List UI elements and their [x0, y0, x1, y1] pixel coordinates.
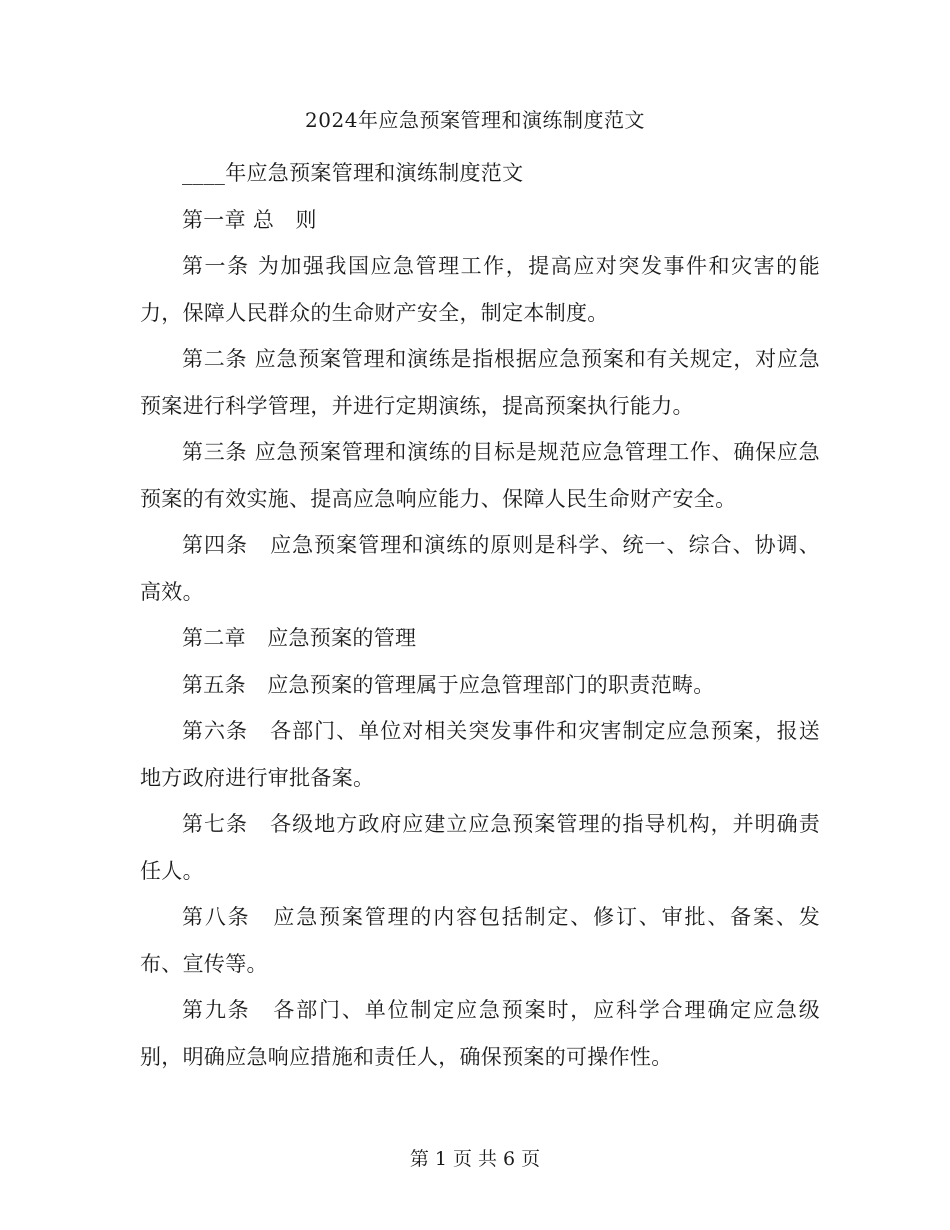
article-3: 第三条 应急预案管理和演练的目标是规范应急管理工作、确保应急预案的有效实施、提高应急响应能力、保障人民生命财产安全。: [140, 440, 820, 511]
document-title: 2024年应急预案管理和演练制度范文: [305, 108, 645, 132]
article-9: 第九条 各部门、单位制定应急预案时，应科学合理确定应急级别，明确应急响应措施和责任人，确保预案的可操作性。: [140, 998, 820, 1069]
article-1: 第一条 为加强我国应急管理工作，提高应对突发事件和灾害的能力，保障人民群众的生命财产安全，制定本制度。: [140, 254, 820, 325]
subtitle-line: ____年应急预案管理和演练制度范文: [182, 161, 524, 185]
article-7: 第七条 各级地方政府应建立应急预案管理的指导机构，并明确责任人。: [140, 812, 820, 883]
article-8: 第八条 应急预案管理的内容包括制定、修订、审批、备案、发布、宣传等。: [140, 905, 820, 976]
article-4: 第四条 应急预案管理和演练的原则是科学、统一、综合、协调、高效。: [140, 533, 820, 604]
page-footer: 第 1 页 共 6 页: [409, 1148, 541, 1170]
article-5: 第五条 应急预案的管理属于应急管理部门的职责范畴。: [182, 672, 715, 697]
chapter-1-heading: 第一章 总 则: [182, 207, 317, 232]
document-body: [140, 150, 820, 1080]
chapter-2-heading: 第二章 应急预案的管理: [182, 626, 417, 650]
article-6: 第六条 各部门、单位对相关突发事件和灾害制定应急预案，报送地方政府进行审批备案。: [140, 719, 820, 790]
article-2: 第二条 应急预案管理和演练是指根据应急预案和有关规定，对应急预案进行科学管理，并进行定期演练，提高预案执行能力。: [140, 347, 820, 418]
